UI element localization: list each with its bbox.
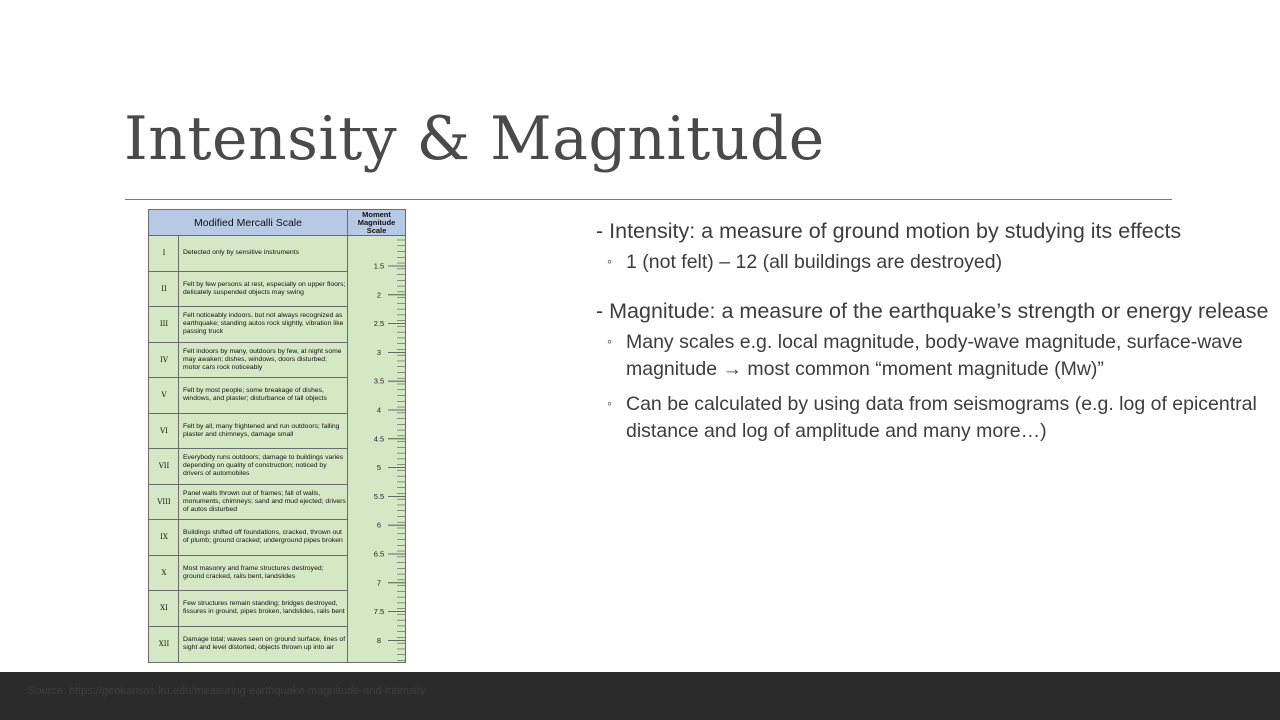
mercalli-row bbox=[149, 627, 348, 663]
mercalli-level: VI bbox=[160, 426, 168, 435]
mercalli-level: X bbox=[161, 568, 167, 577]
sub-bullet-marker: ◦ bbox=[607, 333, 612, 349]
magnitude-tick-label: 6.5 bbox=[373, 549, 385, 559]
mercalli-scale-figure bbox=[148, 209, 406, 663]
mercalli-description: Felt by all, many frightened and run outdoors; falling plaster and chimneys, damage small bbox=[183, 422, 340, 438]
title-divider bbox=[125, 199, 1172, 200]
mercalli-level: VIII bbox=[157, 497, 171, 506]
mercalli-description: Few structures remain standing; bridges destroyed, fissures in ground, pipes broken, landslides, rails bent bbox=[183, 600, 345, 616]
bullet-magnitude-sub-2-text: Can be calculated by using data from seismograms (e.g. log of epicentral distance and log of amplitude and many more…) bbox=[626, 393, 1257, 442]
magnitude-tick-label: 6 bbox=[376, 520, 382, 530]
source-prefix: Source: bbox=[28, 685, 69, 697]
magnitude-tick-label: 2.5 bbox=[373, 319, 385, 329]
bullet-magnitude-sub-1 bbox=[596, 329, 1276, 383]
magnitude-tick-label: 7 bbox=[376, 578, 382, 588]
sub-bullet-marker: ◦ bbox=[607, 253, 612, 269]
bullet-magnitude-sub-1-text: Many scales e.g. local magnitude, body-wave magnitude, surface-wave magnitude → most common “moment magnitude (Mw)” bbox=[626, 331, 1243, 380]
mercalli-row bbox=[149, 414, 348, 450]
mercalli-row bbox=[149, 236, 348, 272]
mercalli-level: XI bbox=[160, 604, 168, 613]
moment-magnitude-header: Moment Magnitude Scale bbox=[348, 210, 405, 236]
mercalli-level: VII bbox=[158, 462, 170, 471]
mercalli-description: Panel walls thrown out of frames; fall of walls, monuments, chimneys; sand and mud ejected; drivers of autos disturbed bbox=[183, 489, 346, 513]
mercalli-level: XII bbox=[158, 640, 170, 649]
mercalli-description: Felt by few persons at rest, especially on upper floors; delicately suspended objects may swing bbox=[183, 280, 346, 296]
magnitude-tick-label: 4 bbox=[376, 405, 382, 415]
mercalli-row bbox=[149, 556, 348, 592]
mercalli-description: Felt noticeably indoors, but not always recognized as earthquake; standing autos rock slightly, vibration like passing truck bbox=[183, 312, 344, 336]
magnitude-tick-label: 1.5 bbox=[373, 261, 385, 271]
moment-magnitude-ruler bbox=[348, 236, 405, 662]
bullet-intensity-sub bbox=[596, 249, 1276, 276]
bullet-intensity: - Intensity: a measure of ground motion by studying its effects bbox=[596, 219, 1182, 243]
mercalli-level: IV bbox=[160, 355, 168, 364]
mercalli-description: Most masonry and frame structures destroyed; ground cracked, rails bent, landslides bbox=[183, 564, 324, 580]
magnitude-tick-label: 3.5 bbox=[373, 376, 385, 386]
mercalli-header: Modified Mercalli Scale bbox=[149, 210, 348, 236]
magnitude-tick-label: 7.5 bbox=[373, 607, 385, 617]
magnitude-tick-label: 2 bbox=[376, 290, 382, 300]
mercalli-row bbox=[149, 378, 348, 414]
mercalli-row bbox=[149, 485, 348, 521]
mercalli-row bbox=[149, 272, 348, 308]
bullet-magnitude: - Magnitude: a measure of the earthquake’s strength or energy release bbox=[596, 299, 1269, 323]
mercalli-row bbox=[149, 307, 348, 343]
magnitude-tick-label: 8 bbox=[376, 635, 382, 645]
mercalli-description: Detected only by sensitive instruments bbox=[183, 249, 299, 257]
source-citation bbox=[28, 685, 425, 697]
magnitude-tick-label: 4.5 bbox=[373, 434, 385, 444]
mercalli-level: I bbox=[162, 249, 166, 258]
sub-bullet-marker: ◦ bbox=[607, 395, 612, 411]
mercalli-description: Felt by most people; some breakage of dishes, windows, and plaster; disturbance of tall objects bbox=[183, 387, 327, 403]
magnitude-tick-label: 5 bbox=[376, 463, 382, 473]
mercalli-description: Felt indoors by many, outdoors by few, at night some may awaken; dishes, windows, doors disturbed; motor cars rock noticeably bbox=[183, 347, 342, 371]
bullet-magnitude-sub-2 bbox=[596, 391, 1276, 445]
mercalli-level: II bbox=[161, 284, 167, 293]
mercalli-level: V bbox=[161, 391, 167, 400]
mercalli-description: Buildings shifted off foundations, cracked, thrown out of plumb; ground cracked; underground pipes broken bbox=[183, 529, 343, 545]
bullet-list bbox=[596, 214, 1276, 445]
slide-title: Intensity & Magnitude bbox=[124, 104, 825, 174]
mercalli-row bbox=[149, 449, 348, 485]
mercalli-row bbox=[149, 520, 348, 556]
mercalli-level: IX bbox=[160, 533, 168, 542]
mercalli-description: Damage total; waves seen on ground surface, lines of sight and level distorted, objects thrown up into air bbox=[183, 636, 346, 652]
magnitude-tick-label: 5.5 bbox=[373, 491, 385, 501]
mercalli-description: Everybody runs outdoors; damage to buildings varies depending on quality of construction; noticed by drivers of automobiles bbox=[183, 454, 344, 478]
mercalli-row bbox=[149, 343, 348, 379]
magnitude-tick-label: 3 bbox=[376, 347, 382, 357]
mercalli-row bbox=[149, 591, 348, 627]
mercalli-level: III bbox=[159, 320, 169, 329]
bullet-intensity-sub-text: 1 (not felt) – 12 (all buildings are destroyed) bbox=[626, 251, 1003, 273]
source-url[interactable]: https://geokansas.ku.edu/measuring-earthquake-magnitude-and-intensity bbox=[68, 685, 426, 697]
